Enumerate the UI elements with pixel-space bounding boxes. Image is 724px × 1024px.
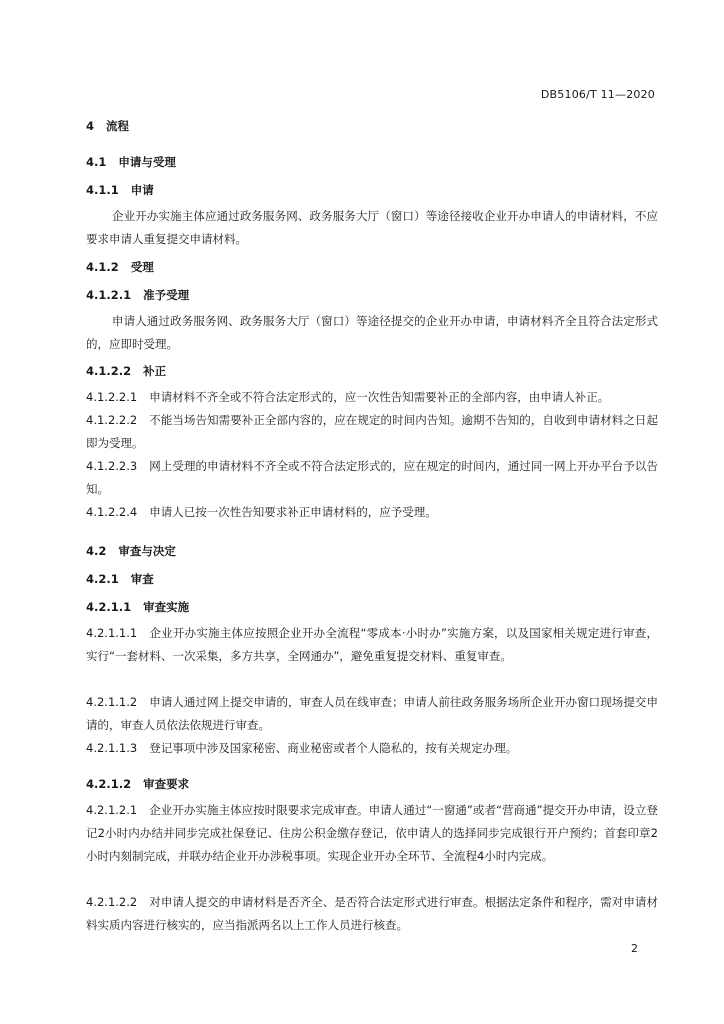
list-item: 4.2.1.1.2 申请人通过网上提交申请的，审查人员在线审查；申请人前往政务服务场所企业开办窗口现场提交申请的，审查人员依法依规进行审查。 xyxy=(86,695,658,732)
section-heading: 4.2.1.2 审查要求 xyxy=(86,777,190,791)
section-heading: 4.2.1 审查 xyxy=(86,572,154,586)
document-code: DB5106/T 11—2020 xyxy=(540,88,655,101)
list-item: 4.2.1.2.2 对申请人提交的申请材料是否齐全、是否符合法定形式进行审查。根据法定条件和程序，需对申请材料实质内容进行核实的，应当指派两名以上工作人员进行核查。 xyxy=(86,895,658,932)
section-heading: 4.1.1 申请 xyxy=(86,183,154,197)
list-item: 4.1.2.2.2 不能当场告知需要补正全部内容的，应在规定的时间内告知。逾期不告知的，自收到申请材料之日起即为受理。 xyxy=(86,413,658,450)
list-item: 4.1.2.2.4 申请人已按一次性告知要求补正申请材料的，应予受理。 xyxy=(86,505,437,519)
paragraph: 企业开办实施主体应通过政务服务网、政务服务大厅（窗口）等途径接收企业开办申请人的申请材料，不应要求申请人重复提交申请材料。 xyxy=(86,209,658,246)
section-heading: 4.2 审查与决定 xyxy=(86,544,176,558)
section-heading: 4.1 申请与受理 xyxy=(86,155,176,169)
section-heading: 4.1.2 受理 xyxy=(86,260,154,274)
section-heading: 4.2.1.1 审查实施 xyxy=(86,600,190,614)
list-item: 4.2.1.1.3 登记事项中涉及国家秘密、商业秘密或者个人隐私的，按有关规定办理。 xyxy=(86,741,518,755)
paragraph: 申请人通过政务服务网、政务服务大厅（窗口）等途径提交的企业开办申请，申请材料齐全且符合法定形式的，应即时受理。 xyxy=(86,314,658,351)
section-heading: 4.1.2.1 准予受理 xyxy=(86,288,190,302)
list-item: 4.1.2.2.1 申请材料不齐全或不符合法定形式的，应一次性告知需要补正的全部内容，由申请人补正。 xyxy=(86,390,610,404)
section-heading: 4.1.2.2 补正 xyxy=(86,364,167,378)
list-item: 4.2.1.1.1 企业开办实施主体应按照企业开办全流程“零成本·小时办”实施方案，以及国家相关规定进行审查，实行“一套材料、一次采集，多方共享，全网通办”，避免重复提交材料、重复审查。 xyxy=(86,626,658,663)
list-item: 4.2.1.2.1 企业开办实施主体应按时限要求完成审查。申请人通过“一窗通”或者“营商通”提交开办申请，设立登记2小时内办结并同步完成社保登记、住房公积金缴存登记，依申请人的选择同步完成银行开户预约；首套印章2小时内刻制完成，并联办结企业开办涉税事项。实现企业开办全环节、全流程4小时内完成。 xyxy=(86,803,658,863)
list-item: 4.1.2.2.3 网上受理的申请材料不齐全或不符合法定形式的，应在规定的时间内，通过同一网上开办平台予以告知。 xyxy=(86,459,658,496)
page-number: 2 xyxy=(631,942,638,955)
section-heading: 4 流程 xyxy=(86,119,130,133)
